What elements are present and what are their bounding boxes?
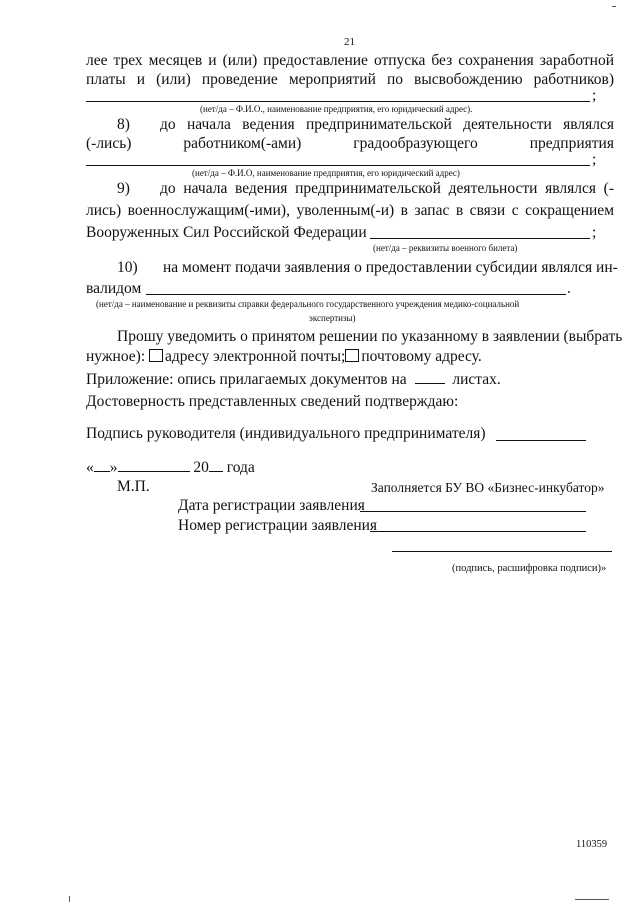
- incubator-signature-field[interactable]: [392, 551, 612, 552]
- item-text: лись) военнослужащим(-ими), уволенным(-и) в запас в связи с сокращением: [86, 202, 614, 219]
- item-number: 8): [117, 116, 130, 133]
- para-cont-line1: лее трех месяцев и (или) предоставление отпуска без сохранения заработной: [86, 52, 614, 69]
- field-caption: (нет/да – наименование и реквизиты справки федерального государственного учреждения медико-социальной: [96, 299, 520, 309]
- attachment-prefix: Приложение: опись прилагаемых документов на: [86, 371, 407, 388]
- item-text: до начала ведения предпринимательской деятельности являлся (-: [160, 180, 614, 197]
- reg-date-label: Дата регистрации заявления: [178, 497, 365, 514]
- line-end: .: [567, 280, 571, 297]
- field-caption: экспертизы): [309, 313, 356, 323]
- signature-label: Подпись руководителя (индивидуального предпринимателя): [86, 425, 486, 442]
- day-field[interactable]: [94, 459, 110, 472]
- year-field[interactable]: [209, 459, 223, 472]
- month-field[interactable]: [118, 459, 190, 472]
- item-text: [86, 135, 614, 153]
- year-suffix: года: [226, 459, 255, 476]
- year-prefix: 20: [193, 459, 209, 476]
- signature-field[interactable]: [496, 440, 586, 441]
- reg-number-label: Номер регистрации заявления: [178, 517, 378, 534]
- date-open-quote: «: [86, 459, 94, 476]
- fill-line[interactable]: [146, 294, 566, 295]
- line-end: ;: [592, 87, 597, 104]
- scan-mark: [575, 899, 609, 900]
- fill-line[interactable]: [86, 101, 590, 102]
- item-text: Вооруженных Сил Российской Федерации: [86, 224, 367, 241]
- post-option-label: почтовому адресу.: [361, 348, 482, 365]
- item-number: 9): [117, 180, 130, 197]
- fill-line[interactable]: [370, 238, 590, 239]
- email-checkbox[interactable]: [149, 349, 163, 362]
- item-number: 10): [117, 259, 138, 276]
- request-line1: Прошу уведомить о принятом решении по указанному в заявлении (выбрать: [117, 328, 623, 345]
- item-text: валидом: [86, 280, 142, 297]
- field-caption: (нет/да – Ф.И.О, наименование предприятия, его юридический адрес): [192, 168, 460, 178]
- reg-date-field[interactable]: [360, 511, 586, 512]
- field-caption: (нет/да – реквизиты военного билета): [373, 243, 518, 253]
- word: предприятия: [529, 135, 614, 152]
- document-code: 110359: [576, 839, 608, 850]
- field-caption: (нет/да – Ф.И.О., наименование предприятия, его юридический адрес).: [200, 104, 473, 114]
- scan-mark: [612, 6, 616, 7]
- sheets-count-field[interactable]: [415, 371, 445, 384]
- attachment-suffix: листах.: [452, 371, 501, 388]
- confirm-text: Достоверность представленных сведений подтверждаю:: [86, 393, 459, 410]
- line-end: ;: [592, 151, 597, 168]
- reg-number-field[interactable]: [370, 531, 586, 532]
- post-checkbox[interactable]: [345, 349, 359, 362]
- word: работником(-ами): [183, 135, 302, 152]
- date-line: [86, 459, 255, 477]
- item-text: до начала ведения предпринимательской деятельности являлся: [160, 116, 614, 133]
- scan-mark: [69, 896, 70, 902]
- word: (-лись): [86, 135, 132, 152]
- page-number: 21: [344, 36, 355, 48]
- line-end: ;: [592, 224, 597, 241]
- word: градообразующего: [353, 135, 478, 152]
- attachment-line: [86, 371, 501, 389]
- fill-line[interactable]: [86, 165, 590, 166]
- request-line2: [86, 348, 482, 366]
- date-close-quote: »: [109, 459, 118, 476]
- stamp-label: М.П.: [117, 478, 150, 495]
- incubator-heading: Заполняется БУ ВО «Бизнес-инкубатор»: [371, 480, 605, 495]
- para-cont-line2: платы и (или) проведение мероприятий по высвобождению работников): [86, 71, 614, 88]
- signature-caption: (подпись, расшифровка подписи)»: [452, 563, 607, 574]
- request-prefix: нужное):: [86, 348, 146, 365]
- item-text: на момент подачи заявления о предоставлении субсидии являлся ин-: [163, 259, 618, 276]
- email-option-label: адресу электронной почты;: [165, 348, 346, 365]
